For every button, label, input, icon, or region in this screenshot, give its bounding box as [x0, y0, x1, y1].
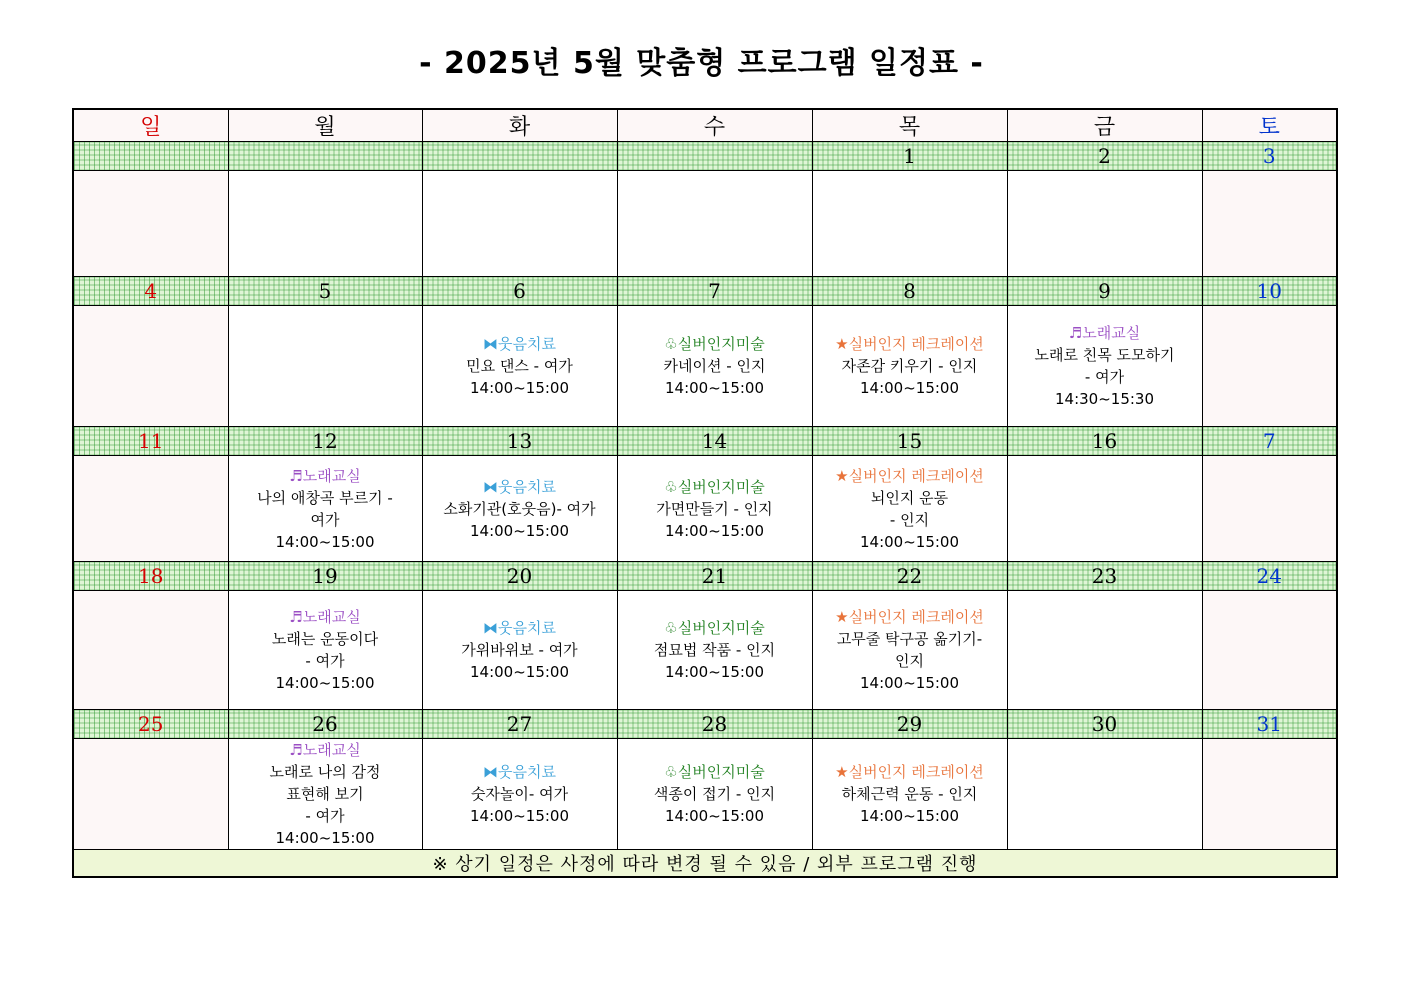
day-cell — [422, 456, 617, 562]
day-cell — [228, 739, 422, 850]
date-number: 7 — [617, 277, 812, 306]
program-detail: 점묘법 작품 - 인지 — [653, 641, 776, 659]
program-title: ♬노래교실 — [289, 608, 361, 626]
program-title: ♧실버인지미술 — [664, 619, 765, 637]
week-events-row — [73, 171, 1337, 277]
date-number: 13 — [422, 427, 617, 456]
date-number: 26 — [228, 710, 422, 739]
day-cell — [422, 739, 617, 850]
program-detail: 인지 — [895, 652, 924, 670]
program-title: ⧓웃음치료 — [483, 477, 556, 496]
program-time: 14:00~15:00 — [664, 663, 765, 681]
program-detail: 카네이션 - 인지 — [663, 357, 766, 375]
page-title: - 2025년 5월 맞춤형 프로그램 일정표 - — [419, 46, 984, 81]
week-date-row — [73, 277, 1337, 306]
day-cell — [228, 171, 422, 277]
program-detail: 노래로 친목 도모하기 — [1034, 346, 1175, 364]
week-events-row — [73, 306, 1337, 427]
day-cell — [228, 456, 422, 562]
program-time: 14:00~15:00 — [469, 807, 570, 825]
weekday-header-wed: 수 — [617, 109, 812, 142]
program-detail: - 인지 — [889, 510, 930, 529]
day-cell — [1202, 306, 1337, 427]
date-number: 1 — [812, 142, 1007, 171]
program-time: 14:00~15:00 — [859, 807, 960, 825]
date-number: 16 — [1007, 427, 1202, 456]
date-number: 9 — [1007, 277, 1202, 306]
program-detail: 고무줄 탁구공 옮기기- — [836, 630, 983, 648]
program-detail: 색종이 접기 - 인지 — [653, 785, 776, 803]
day-cell — [617, 739, 812, 850]
program-time: 14:30~15:30 — [1054, 390, 1155, 408]
program-detail: - 여가 — [1084, 368, 1125, 386]
program-title: ⧓웃음치료 — [483, 619, 556, 637]
program-detail: 하체근력 운동 - 인지 — [841, 785, 978, 803]
program-detail: 가면만들기 - 인지 — [656, 499, 773, 518]
day-cell — [1202, 456, 1337, 562]
day-cell — [1007, 739, 1202, 850]
week-date-row — [73, 427, 1337, 456]
program-detail: 소화기관(호웃음)- 여가 — [443, 499, 596, 518]
date-number: 30 — [1007, 710, 1202, 739]
date-number — [422, 142, 617, 171]
program-time: 14:00~15:00 — [469, 663, 570, 681]
date-number: 24 — [1202, 562, 1337, 591]
program-title: ⧓웃음치료 — [483, 763, 556, 781]
weekday-header-sun: 일 — [73, 109, 228, 142]
program-title: ♧실버인지미술 — [664, 335, 765, 353]
program-time: 14:00~15:00 — [664, 521, 765, 540]
program-time: 14:00~15:00 — [859, 532, 960, 551]
program-time: 14:00~15:00 — [859, 674, 960, 692]
calendar-table — [72, 108, 1338, 878]
day-cell — [228, 591, 422, 710]
date-number — [617, 142, 812, 171]
day-cell — [73, 456, 228, 562]
day-cell — [812, 306, 1007, 427]
day-cell — [422, 591, 617, 710]
day-cell — [812, 739, 1007, 850]
program-detail: 노래는 운동이다 — [271, 630, 379, 648]
date-number: 11 — [73, 427, 228, 456]
weekday-header-fri: 금 — [1007, 109, 1202, 142]
day-cell — [812, 591, 1007, 710]
week-events-row — [73, 591, 1337, 710]
day-cell — [617, 591, 812, 710]
program-time: 14:00~15:00 — [469, 379, 570, 397]
week-events-row — [73, 739, 1337, 850]
day-cell — [422, 306, 617, 427]
date-number: 6 — [422, 277, 617, 306]
date-number: 18 — [73, 562, 228, 591]
day-cell — [617, 456, 812, 562]
date-number: 29 — [812, 710, 1007, 739]
footer-notice: ※ 상기 일정은 사정에 따라 변경 될 수 있음 / 외부 프로그램 진행 — [73, 850, 1337, 878]
date-number: 15 — [812, 427, 1007, 456]
day-cell — [73, 306, 228, 427]
date-number: 19 — [228, 562, 422, 591]
day-cell — [422, 171, 617, 277]
program-title: ★실버인지 레크레이션 — [835, 763, 984, 781]
date-number: 8 — [812, 277, 1007, 306]
program-time: 14:00~15:00 — [664, 807, 765, 825]
weekday-header-tue: 화 — [422, 109, 617, 142]
day-cell — [812, 456, 1007, 562]
program-time: 14:00~15:00 — [275, 674, 375, 692]
date-number: 20 — [422, 562, 617, 591]
weekday-header-mon: 월 — [228, 109, 422, 142]
date-number: 5 — [228, 277, 422, 306]
program-detail: 여가 — [310, 510, 340, 529]
date-number: 28 — [617, 710, 812, 739]
date-number: 12 — [228, 427, 422, 456]
program-title: ★실버인지 레크레이션 — [835, 466, 984, 485]
day-cell — [1007, 171, 1202, 277]
date-number: 25 — [73, 710, 228, 739]
date-number: 14 — [617, 427, 812, 456]
week-date-row — [73, 142, 1337, 171]
day-cell — [73, 739, 228, 850]
day-cell — [228, 306, 422, 427]
weekday-header-sat: 토 — [1202, 109, 1337, 142]
program-time: 14:00~15:00 — [664, 379, 765, 397]
program-detail: - 여가 — [305, 652, 345, 670]
program-time: 14:00~15:00 — [275, 532, 375, 551]
program-detail: 뇌인지 운동 — [870, 488, 949, 507]
program-title: ★실버인지 레크레이션 — [835, 608, 984, 626]
day-cell — [1202, 171, 1337, 277]
program-title: ♬노래교실 — [1068, 324, 1141, 342]
program-detail: 가위바위보 - 여가 — [461, 641, 578, 659]
date-number: 10 — [1202, 277, 1337, 306]
date-number: 7 — [1202, 427, 1337, 456]
day-cell — [617, 171, 812, 277]
day-cell — [1202, 591, 1337, 710]
program-time: 14:00~15:00 — [275, 829, 375, 847]
weekday-header-row — [73, 109, 1337, 142]
day-cell — [1202, 739, 1337, 850]
date-number: 22 — [812, 562, 1007, 591]
day-cell — [1007, 306, 1202, 427]
program-title: ♬노래교실 — [289, 466, 361, 485]
program-time: 14:00~15:00 — [859, 379, 960, 397]
date-number: 3 — [1202, 142, 1337, 171]
week-date-row — [73, 710, 1337, 739]
date-number: 27 — [422, 710, 617, 739]
footer-row — [73, 850, 1337, 878]
date-number: 4 — [73, 277, 228, 306]
program-detail: 노래로 나의 감정 — [269, 763, 381, 781]
program-detail: 자존감 키우기 - 인지 — [841, 357, 978, 375]
day-cell — [73, 591, 228, 710]
date-number: 21 — [617, 562, 812, 591]
day-cell — [812, 171, 1007, 277]
day-cell — [1007, 456, 1202, 562]
week-events-row — [73, 456, 1337, 562]
day-cell — [1007, 591, 1202, 710]
program-title: ♧실버인지미술 — [664, 477, 765, 496]
program-detail: - 여가 — [305, 807, 345, 825]
program-title: ♧실버인지미술 — [664, 763, 765, 781]
program-title: ★실버인지 레크레이션 — [835, 335, 984, 353]
day-cell — [73, 171, 228, 277]
program-detail: 나의 애창곡 부르기 - — [257, 488, 393, 507]
program-title: ⧓웃음치료 — [483, 335, 556, 353]
day-cell — [617, 306, 812, 427]
date-number: 23 — [1007, 562, 1202, 591]
program-detail: 표현해 보기 — [286, 785, 364, 803]
date-number: 31 — [1202, 710, 1337, 739]
program-time: 14:00~15:00 — [469, 521, 570, 540]
week-date-row — [73, 562, 1337, 591]
program-detail: 숫자놀이- 여가 — [470, 785, 569, 803]
program-title: ♬노래교실 — [289, 741, 361, 759]
date-number — [73, 142, 228, 171]
program-detail: 민요 댄스 - 여가 — [466, 357, 573, 375]
date-number: 2 — [1007, 142, 1202, 171]
weekday-header-thu: 목 — [812, 109, 1007, 142]
date-number — [228, 142, 422, 171]
